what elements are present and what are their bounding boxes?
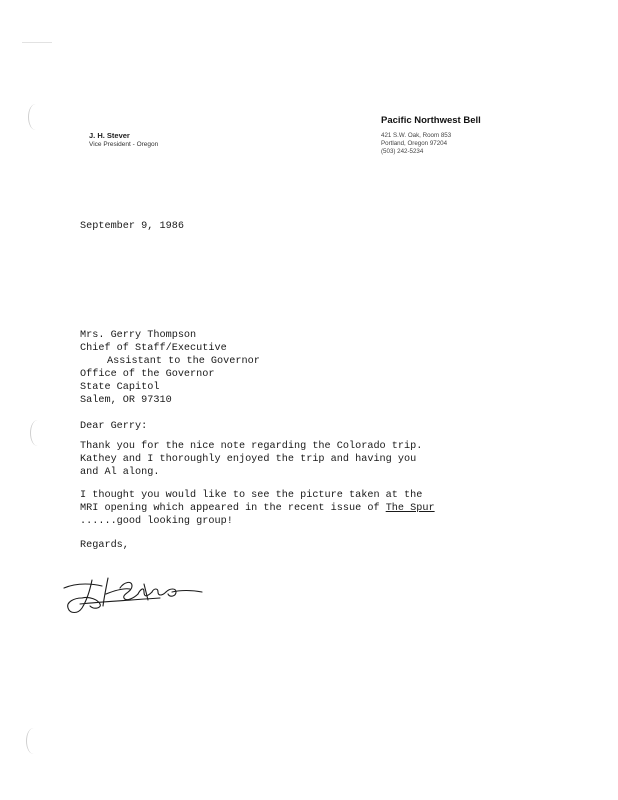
punch-hole-top [28,104,43,130]
recipient-city: Salem, OR 97310 [80,395,172,406]
recipient-name: Mrs. Gerry Thompson [80,330,197,341]
sender-name: J. H. Stever [89,131,130,140]
company-address-line1: 421 S.W. Oak, Room 853 [381,132,452,139]
handwritten-signature [60,574,210,622]
salutation: Dear Gerry: [80,421,148,432]
punch-hole-bottom [26,728,41,754]
punch-hole-middle [30,420,45,446]
company-address-line2: Portland, Oregon 97204 [381,140,448,147]
paragraph2-line1: I thought you would like to see the picture taken at the [80,490,423,501]
paragraph1-line1: Thank you for the nice note regarding the Colorado trip. [80,441,423,452]
paragraph1-line3: and Al along. [80,467,160,478]
paragraph2-line3: ......good looking group! [80,516,233,527]
closing: Regards, [80,540,129,551]
recipient-office: Office of the Governor [80,369,215,380]
recipient-building: State Capitol [80,382,160,393]
recipient-title-line2: Assistant to the Governor [107,356,260,367]
paragraph2-line2 [80,502,435,515]
paragraph2-line2-text: MRI opening which appeared in the recent issue of [80,503,386,514]
scan-mark [22,42,52,43]
publication-title: The Spur [385,503,435,514]
company-phone: (503) 242-5234 [381,148,424,155]
paragraph1-line2: Kathey and I thoroughly enjoyed the trip and having you [80,454,417,465]
letter-date: September 9, 1986 [80,221,184,232]
sender-title: Vice President - Oregon [89,141,159,148]
company-name: Pacific Northwest Bell [381,115,481,126]
recipient-title-line1: Chief of Staff/Executive [80,343,227,354]
